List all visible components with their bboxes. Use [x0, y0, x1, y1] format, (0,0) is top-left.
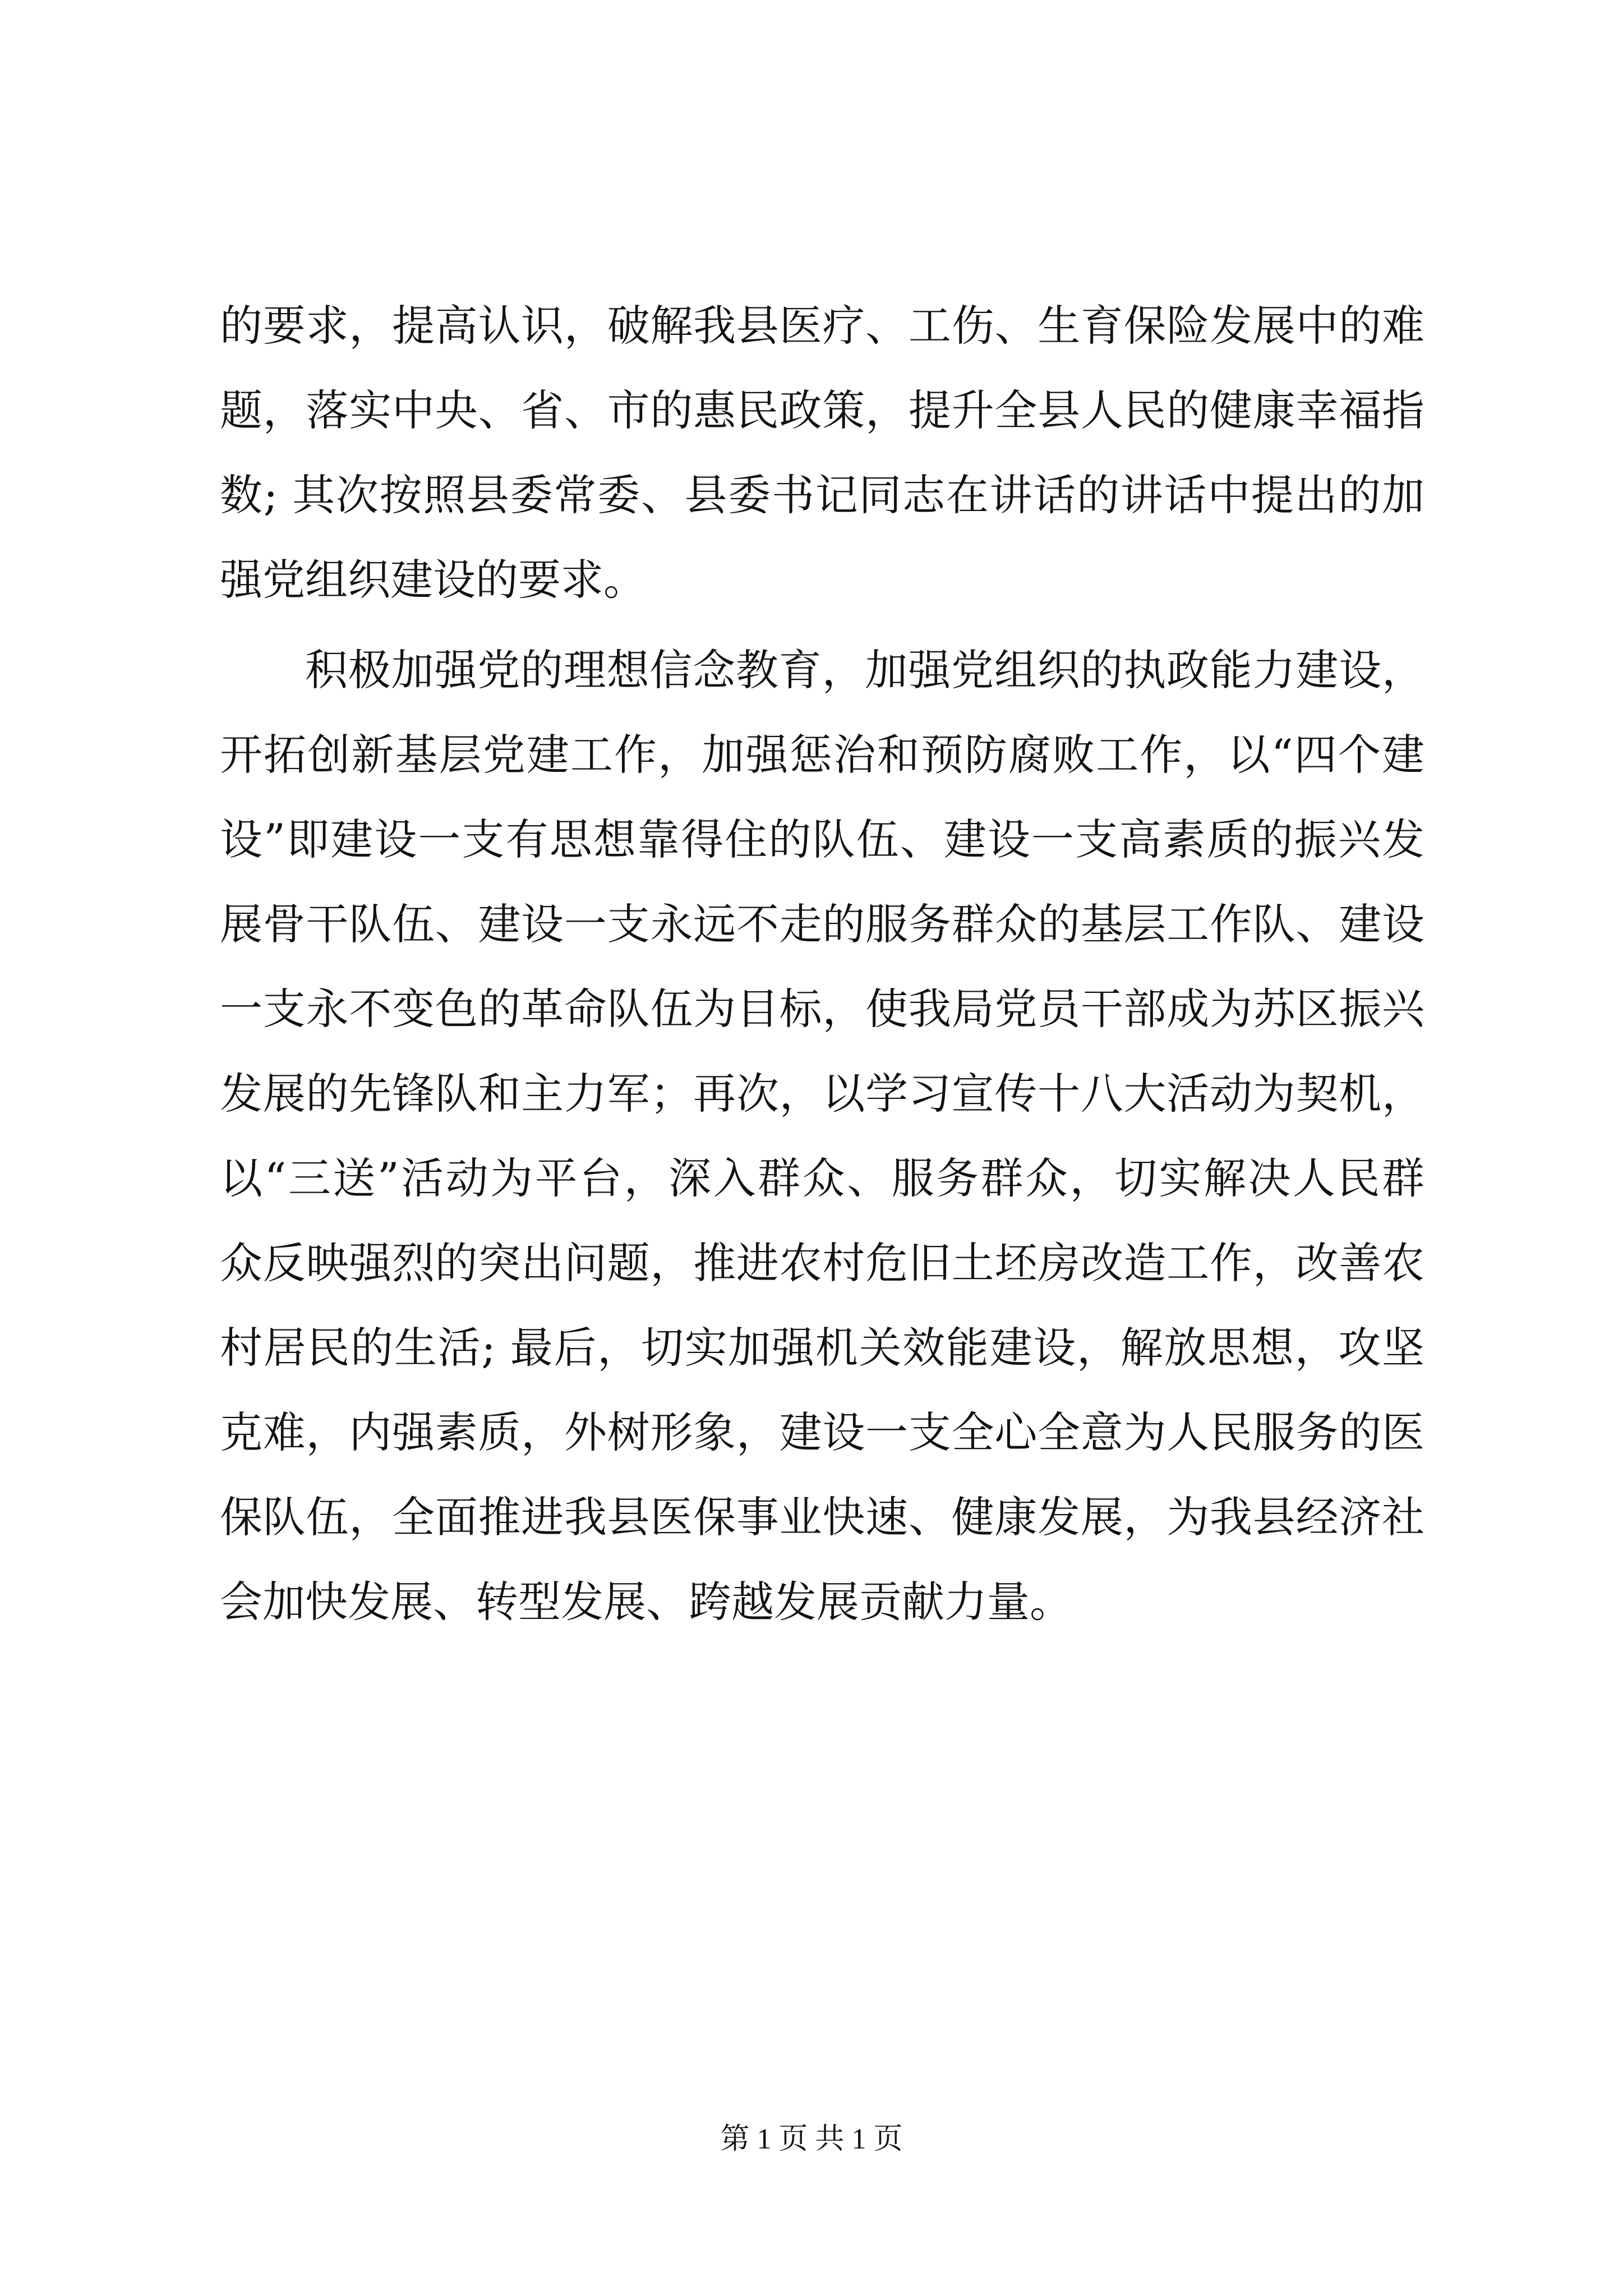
paragraph-1	[220, 283, 1424, 622]
text-line: 展骨干队伍、建设一支永远不走的服务群众的基层工作队、建设	[220, 899, 1424, 949]
paragraph-gap	[220, 622, 1424, 628]
text-line: 会加快发展、转型发展、跨越发展贡献力量。	[220, 1577, 1072, 1627]
page-number-label: 第 1 页 共 1 页	[720, 2123, 903, 2155]
text-line: 发展的先锋队和主力军；再次，以学习宣传十八大活动为契机，	[220, 1069, 1424, 1119]
text-line: 保队伍，全面推进我县医保事业快速、健康发展，为我县经济社	[220, 1492, 1424, 1542]
text-line: 以“三送”活动为平台，深入群众、服务群众，切实解决人民群	[220, 1153, 1424, 1203]
paragraph-2	[220, 628, 1424, 1644]
text-line: 开拓创新基层党建工作，加强惩治和预防腐败工作，以“四个建	[220, 730, 1424, 780]
text-line: 设”即建设一支有思想靠得住的队伍、建设一支高素质的振兴发	[220, 815, 1424, 864]
text-line: 的要求，提高认识，破解我县医疗、工伤、生育保险发展中的难	[220, 301, 1424, 351]
document-body	[220, 283, 1424, 1644]
text-line: 村居民的生活; 最后，切实加强机关效能建设，解放思想，攻坚	[220, 1323, 1424, 1373]
text-line: 一支永不变色的革命队伍为目标，使我局党员干部成为苏区振兴	[220, 984, 1424, 1034]
text-line: 克难，内强素质，外树形象，建设一支全心全意为人民服务的医	[220, 1407, 1424, 1457]
text-line: 众反映强烈的突出问题，推进农村危旧土坯房改造工作，改善农	[220, 1238, 1424, 1288]
text-line: 强党组织建设的要求。	[220, 555, 646, 605]
page-footer	[0, 2115, 1623, 2157]
text-line: 积极加强党的理想信念教育，加强党组织的执政能力建设，	[305, 645, 1424, 695]
text-line: 题，落实中央、省、市的惠民政策，提升全县人民的健康幸福指	[220, 385, 1424, 435]
text-line: 数; 其次按照县委常委、县委书记同志在讲话的讲话中提出的加	[220, 470, 1424, 520]
